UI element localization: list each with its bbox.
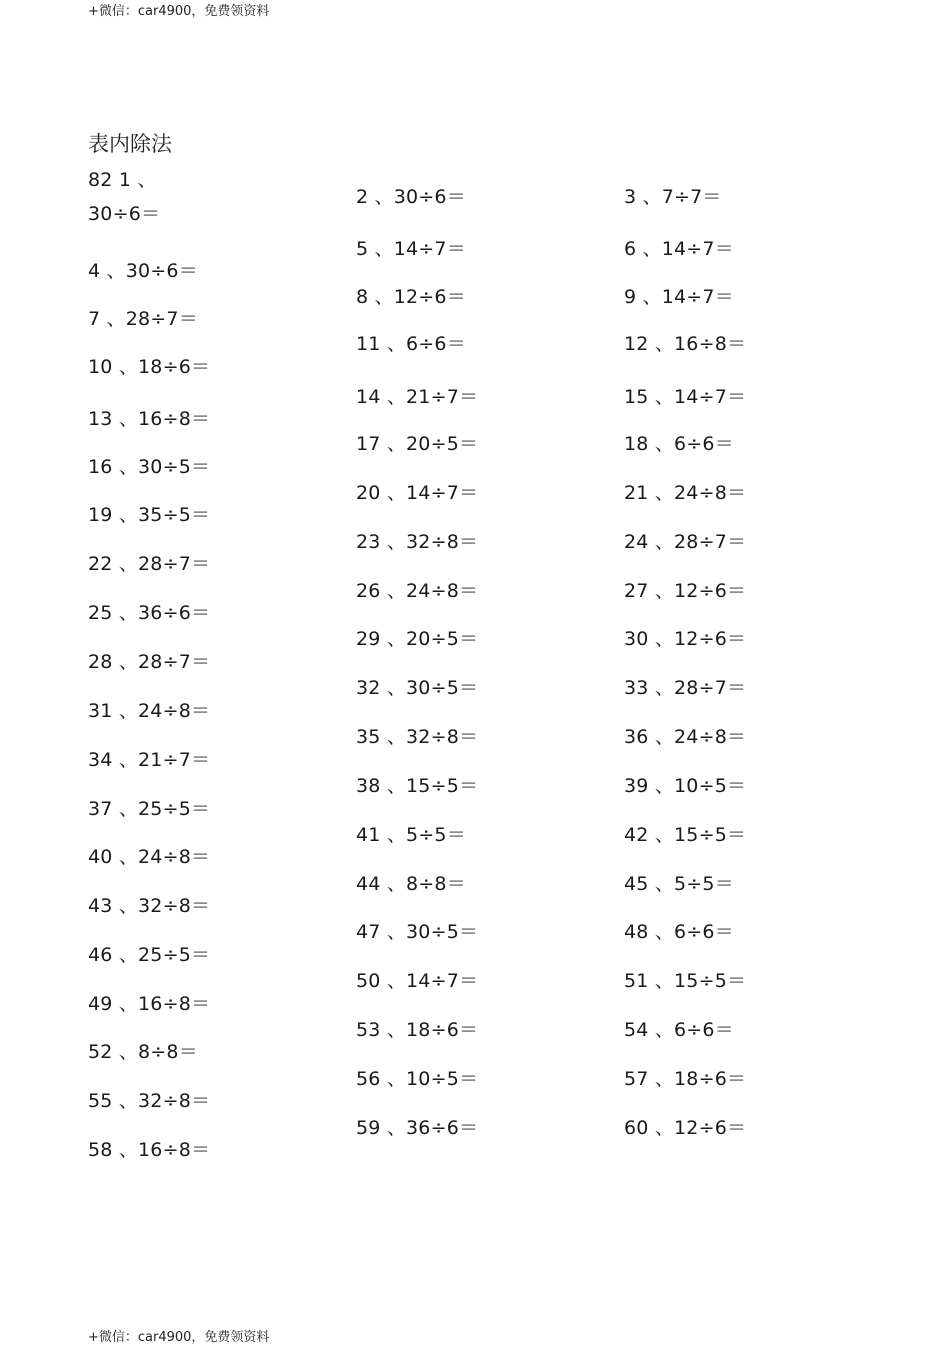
- problem-4: 4 、30÷6＝: [88, 260, 198, 282]
- problem-41: 41 、5÷5＝: [356, 824, 466, 846]
- problem-32: 32 、30÷5＝: [356, 677, 479, 699]
- problem-47: 47 、30÷5＝: [356, 921, 479, 943]
- problem-23: 23 、32÷8＝: [356, 531, 479, 553]
- problem-60: 60 、12÷6＝: [624, 1117, 747, 1139]
- problem-21: 21 、24÷8＝: [624, 482, 747, 504]
- problem-9: 9 、14÷7＝: [624, 286, 734, 308]
- problem-7: 7 、28÷7＝: [88, 308, 198, 330]
- problem-44: 44 、8÷8＝: [356, 873, 466, 895]
- problem-46: 46 、25÷5＝: [88, 944, 211, 966]
- problem-1-expression: 30÷6＝: [88, 203, 161, 225]
- problem-58: 58 、16÷8＝: [88, 1139, 211, 1161]
- problem-25: 25 、36÷6＝: [88, 602, 211, 624]
- problem-20: 20 、14÷7＝: [356, 482, 479, 504]
- problem-8: 8 、12÷6＝: [356, 286, 466, 308]
- problem-59: 59 、36÷6＝: [356, 1117, 479, 1139]
- problem-22: 22 、28÷7＝: [88, 553, 211, 575]
- problem-54: 54 、6÷6＝: [624, 1019, 734, 1041]
- problem-2: 2 、30÷6＝: [356, 186, 466, 208]
- page-title: 表内除法: [88, 132, 172, 156]
- problem-42: 42 、15÷5＝: [624, 824, 747, 846]
- problem-52: 52 、8÷8＝: [88, 1041, 198, 1063]
- problem-34: 34 、21÷7＝: [88, 749, 211, 771]
- problem-14: 14 、21÷7＝: [356, 386, 479, 408]
- problem-27: 27 、12÷6＝: [624, 580, 747, 602]
- problem-13: 13 、16÷8＝: [88, 408, 211, 430]
- problem-33: 33 、28÷7＝: [624, 677, 747, 699]
- problem-1-number: 82 1 、: [88, 169, 157, 191]
- problem-10: 10 、18÷6＝: [88, 356, 211, 378]
- problem-45: 45 、5÷5＝: [624, 873, 734, 895]
- problem-28: 28 、28÷7＝: [88, 651, 211, 673]
- header-watermark: +微信：car4900，免费领资料: [88, 4, 270, 19]
- problem-50: 50 、14÷7＝: [356, 970, 479, 992]
- problem-31: 31 、24÷8＝: [88, 700, 211, 722]
- problem-48: 48 、6÷6＝: [624, 921, 734, 943]
- problem-18: 18 、6÷6＝: [624, 433, 734, 455]
- problem-37: 37 、25÷5＝: [88, 798, 211, 820]
- problem-38: 38 、15÷5＝: [356, 775, 479, 797]
- problem-3: 3 、7÷7＝: [624, 186, 722, 208]
- problem-30: 30 、12÷6＝: [624, 628, 747, 650]
- problem-43: 43 、32÷8＝: [88, 895, 211, 917]
- problem-17: 17 、20÷5＝: [356, 433, 479, 455]
- footer-watermark: +微信：car4900，免费领资料: [88, 1330, 270, 1345]
- problem-40: 40 、24÷8＝: [88, 846, 211, 868]
- problem-19: 19 、35÷5＝: [88, 504, 211, 526]
- problem-26: 26 、24÷8＝: [356, 580, 479, 602]
- problem-51: 51 、15÷5＝: [624, 970, 747, 992]
- problem-12: 12 、16÷8＝: [624, 333, 747, 355]
- problem-11: 11 、6÷6＝: [356, 333, 466, 355]
- problem-16: 16 、30÷5＝: [88, 456, 211, 478]
- problem-56: 56 、10÷5＝: [356, 1068, 479, 1090]
- problem-39: 39 、10÷5＝: [624, 775, 747, 797]
- problem-53: 53 、18÷6＝: [356, 1019, 479, 1041]
- problem-36: 36 、24÷8＝: [624, 726, 747, 748]
- problem-29: 29 、20÷5＝: [356, 628, 479, 650]
- problem-24: 24 、28÷7＝: [624, 531, 747, 553]
- problem-35: 35 、32÷8＝: [356, 726, 479, 748]
- problem-49: 49 、16÷8＝: [88, 993, 211, 1015]
- problem-55: 55 、32÷8＝: [88, 1090, 211, 1112]
- problem-57: 57 、18÷6＝: [624, 1068, 747, 1090]
- problem-15: 15 、14÷7＝: [624, 386, 747, 408]
- problem-6: 6 、14÷7＝: [624, 238, 734, 260]
- problem-5: 5 、14÷7＝: [356, 238, 466, 260]
